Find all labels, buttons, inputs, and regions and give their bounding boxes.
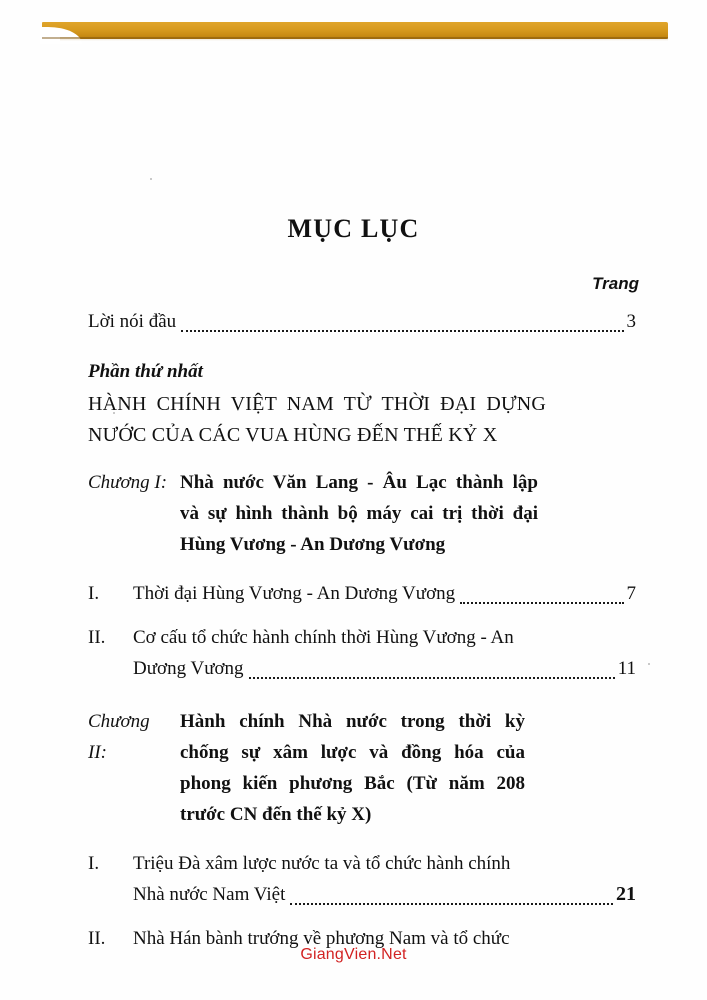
part-title-line-1: HÀNH CHÍNH VIỆT NAM TỪ THỜI ĐẠI DỰNG (88, 393, 546, 415)
toc-entry-line (133, 578, 636, 609)
chapter-title-line: Hùng Vương - An Dương Vương (180, 534, 446, 555)
toc-entry-line (133, 879, 636, 910)
toc-entry-page: 3 (626, 311, 636, 332)
toc-entry-label: Lời nói đầu (88, 311, 177, 332)
chapter-title-line: chống sự xâm lược và đồng hóa của (180, 742, 525, 763)
part-label: Phần thứ nhất (88, 361, 203, 382)
toc-entry-body (133, 578, 636, 609)
toc-entry-2-I[interactable] (88, 848, 636, 910)
part-title-line-2: NƯỚC CỦA CÁC VUA HÙNG ĐẾN THẾ KỶ X (88, 424, 498, 446)
toc-entry-page: 21 (616, 883, 636, 905)
page-title: MỤC LỤC (287, 214, 420, 243)
site-watermark: GiangVien.Net (300, 946, 407, 963)
toc-entry-label-cont: Dương Vương (133, 658, 244, 679)
dot-leader (290, 903, 613, 905)
chapter-title-line: Nhà nước Văn Lang - Âu Lạc thành lập (180, 472, 538, 493)
chapter-title-line: và sự hình thành bộ máy cai trị thời đại (180, 503, 538, 524)
chapter-heading-2[interactable] (88, 706, 636, 830)
chapter-title-line: phong kiến phương Bắc (Từ năm 208 (180, 773, 525, 794)
section-numeral: I. (88, 853, 100, 874)
toc-entry-line (133, 653, 636, 684)
section-numeral: II. (88, 627, 106, 648)
toc-entry-label: Thời đại Hùng Vương - An Dương Vương (133, 583, 456, 604)
scan-speck (150, 178, 152, 180)
toc-entry-preface[interactable] (88, 306, 636, 337)
toc-entry-line (133, 848, 636, 879)
chapter-title (180, 706, 636, 830)
toc-entry-1-II[interactable] (88, 622, 636, 684)
toc-entry-1-I[interactable] (88, 578, 636, 609)
chapter-label: Chương II: (88, 711, 150, 763)
section-numeral: II. (88, 928, 106, 949)
toc-entry-label: Triệu Đà xâm lược nước ta và tổ chức hành chính (133, 853, 511, 874)
page-column-header: Trang (592, 274, 639, 293)
toc-entry-body (133, 622, 636, 684)
toc-entry-page: 7 (626, 583, 636, 604)
scan-speck (648, 663, 650, 665)
section-numeral: I. (88, 583, 100, 604)
book-edge-shadow (60, 37, 668, 41)
dot-leader (181, 330, 623, 332)
chapter-title-line: Hành chính Nhà nước trong thời kỳ (180, 711, 525, 732)
dot-leader (249, 677, 615, 679)
chapter-heading-1[interactable] (88, 467, 636, 560)
toc-entry-body (133, 848, 636, 910)
toc-entry-label: Cơ cấu tổ chức hành chính thời Hùng Vương - An (133, 627, 514, 648)
part-title (88, 389, 636, 451)
chapter-label: Chương I: (88, 472, 168, 493)
toc-entry-label: Nhà Hán bành trướng về phương Nam và tổ chức (133, 928, 510, 949)
toc-entry-line (133, 622, 636, 653)
toc-entry-label-cont: Nhà nước Nam Việt (133, 884, 286, 905)
chapter-title (180, 467, 636, 560)
toc-entry-page: 11 (617, 658, 636, 679)
chapter-title-line: trước CN đến thế kỷ X) (180, 804, 372, 825)
toc-content (88, 306, 636, 954)
dot-leader (460, 602, 623, 604)
